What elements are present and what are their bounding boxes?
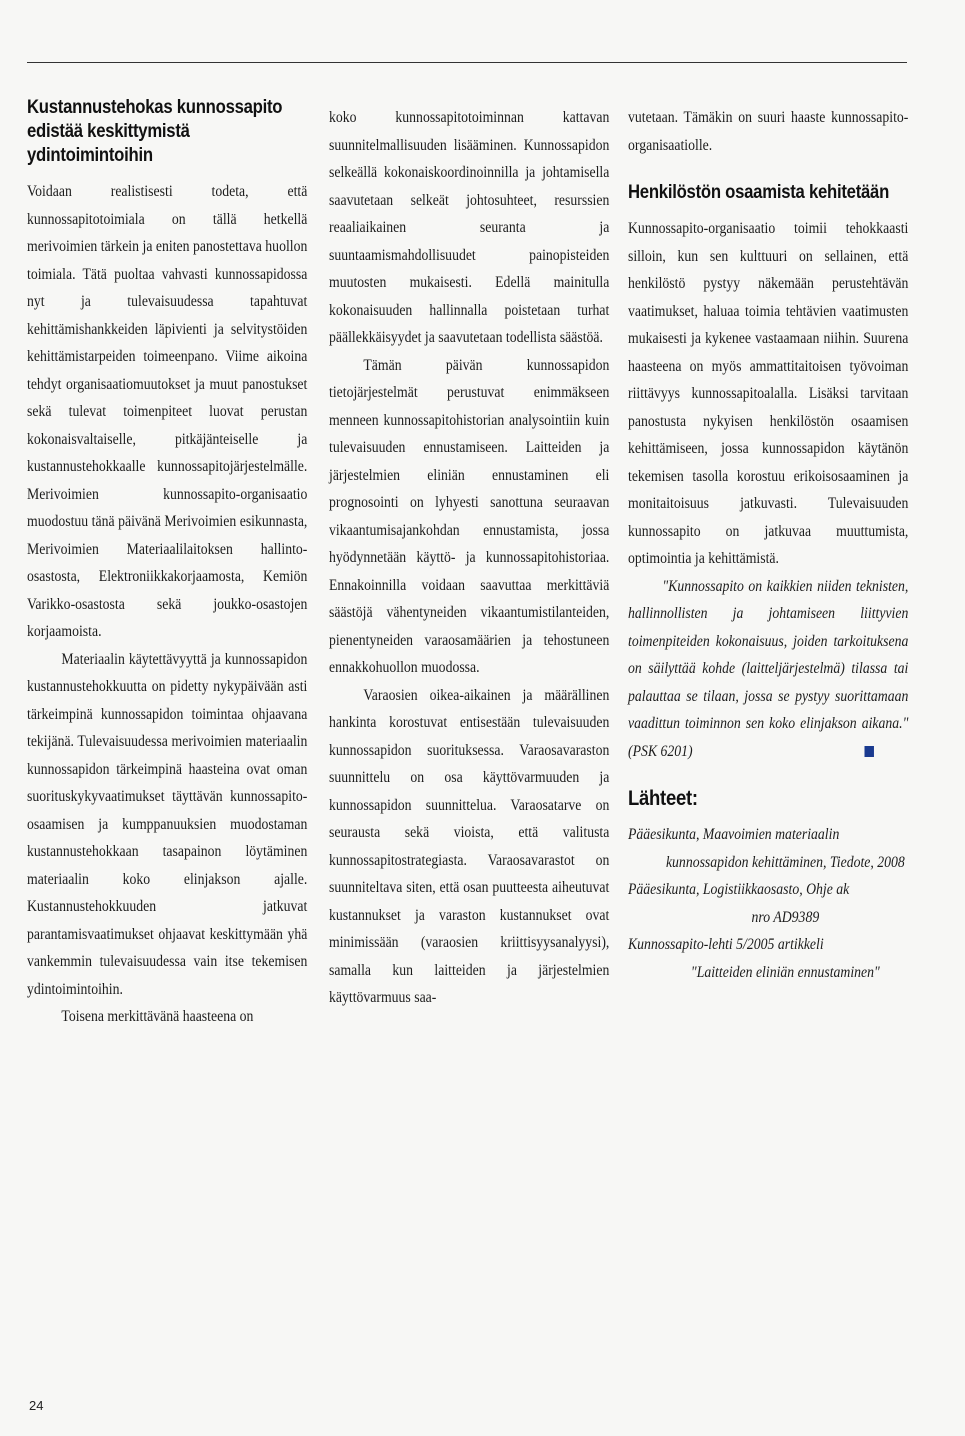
quote-text: "Kunnossapito on kaikkien niiden teknisten, hallinnollisten ja johtamiseen liittyvien toimenpiteiden kokonaisuus, joiden tarkoituksena on säilyttää kohde (laitteljärjestelmä) tilassa tai palauttaa se tilaan, jossa se pystyy suorittamaan vaadittun toiminnon sen koko elinjakson aikana." (PSK 6201) bbox=[628, 577, 909, 760]
source-item bbox=[628, 876, 908, 931]
paragraph: Tämän päivän kunnossapidon tietojärjestelmät perustuvat enimmäkseen menneen kunnossapitohistorian analysointiin kuin tulevaisuuden ennustamiseen. Laitteiden ja järjestelmien eliniän ennustaminen eli prognosointi on lyhyesti sanottuna seuraavan vikaantumisajankohdan ennustamista, jossa hyödynnetään käyttö- ja kunnossapitohistoriaa. Ennakoinnilla voidaan saavuttaa merkittäviä säästöjä vähentyneiden vikaantumistilanteiden, pienentyneiden varaosamäärien ja tehostuneen ennakkohuollon muodossa. bbox=[329, 356, 610, 676]
section-heading: Kustannustehokas kunnossapito edistää keskittymistä ydintoimintoihin bbox=[27, 97, 283, 166]
column-3 bbox=[628, 104, 908, 986]
page-number: 24 bbox=[29, 1398, 44, 1413]
top-rule bbox=[27, 62, 907, 63]
quote bbox=[628, 573, 908, 766]
source-item bbox=[628, 821, 908, 876]
sources-heading: Lähteet: bbox=[628, 787, 698, 810]
paragraph: vutetaan. Tämäkin on suuri haaste kunnossapito-organisaatiolle. bbox=[628, 109, 909, 154]
source-line: "Laitteiden eliniän ennustaminen" bbox=[690, 963, 880, 981]
source-item bbox=[628, 931, 908, 986]
end-mark-icon bbox=[865, 746, 874, 757]
paragraph: koko kunnossapitotoiminnan kattavan suunnitelmallisuuden lisääminen. Kunnossapidon selkeällä kokonaiskoordinoinnilla ja johtamisella saavutetaan selkeät johtosuhteet, resurssien reaaliaikainen seuranta ja suuntaamismahdollisuudet painopisteiden muutosten mukaisesti. Edellä mainitulla kokonaisuuden hallinnalla poistetaan turhat päällekkäisyydet ja saavutetaan todellista säästöä. bbox=[329, 109, 610, 346]
paragraph: Varaosien oikea-aikainen ja määrällinen hankinta korostuvat entisestään tulevaisuuden kunnossapidon suorituksessa. Varaosavaraston suunnittelu on osa käyttövarmuuden ja kunnossapidon suunnittelua. Varaosatarve on seurausta sekä vioista, että valitusta kunnossapitostrategiasta. Varaosavarastot on suunniteltava siten, että osan puutteesta aiheutuvat kustannukset ja varaston kustannukset ovat minimissään (varaosien kriittisyysanalyysi), samalla kun laitteiden ja järjestelmien käyttövarmuus saa- bbox=[329, 686, 610, 1006]
paragraph: Kunnossapito-organisaatio toimii tehokkaasti silloin, kun sen kulttuuri on sellainen, että henkilöstö pystyy näkemään perustehtävän vaatimukset, haluaa toimia tehtävien vaatimusten mukaisesti ja kykenee vastaamaan niihin. Suurena haasteena on myös ammattitaitoisen työvoiman riittävyys kunnossapitoalalla. Lisäksi tarvitaan panostusta nykyisen henkilöstön osaamisen kehittämiseen, jossa kunnossapidon käytänön tekemisen tasolla korostuu erikoisosaaminen ja monitaitoisuus jatkuvasti. Tulevaisuuden kunnossapito on jatkuvaa muuttumista, optimointia ja kehittämistä. bbox=[628, 220, 909, 567]
paragraph: Materiaalin käytettävyyttä ja kunnossapidon kustannustehokkuutta on pidetty nykypäivään asti tärkeimpinä kunnossapidon toimintaa ohjaavana tekijänä. Tulevaisuudessa merivoimien materiaalin kunnossapidon tärkeimpinä haasteina ovat oman suorituskykyvaatimukset täyttävän kunnossapito-osaamisen ja kumppanuuksien muodostaman kustannustehokkaan tasapainon löytäminen materiaalin koko elinjakson ajalle. Kustannustehokkuuden jatkuvat parantamisvaatimukset ohjaavat keskittymään yhä vankemmin tulevaisuudessa vain itse tekemisen ydintoimintoihin. bbox=[27, 650, 308, 998]
section-heading: Henkilöstön osaamista kehitetään bbox=[628, 182, 890, 203]
source-line: Pääesikunta, Maavoimien materiaalin bbox=[628, 826, 840, 843]
paragraph: Toisena merkittävänä haasteena on bbox=[61, 1008, 254, 1025]
source-line: kunnossapidon kehittäminen, Tiedote, 2008 bbox=[665, 853, 905, 871]
paragraph: Voidaan realistisesti todeta, että kunnossapitotoimiala on tällä hetkellä merivoimien tärkein ja eniten panostettava huollon toimiala. Tätä puoltaa vahvasti kunnossapidossa nyt ja tulevaisuudessa tapahtuvat kehittämishankkeiden läpivienti ja selvitystöiden kehittämistarpeiden toimeenpano. Viime aikoina tehdyt organisaatiomuutokset ja muut panostukset sekä tulevat toimenpiteet luovat perustan kokonaisvaltaiselle, pitkäjänteiselle ja kustannustehokkaalle kunnossapitojärjestelmälle. Merivoimien kunnossapito-organisaatio muodostuu tänä päivänä Merivoimien esikunnasta, Merivoimien Materiaalilaitoksen hallinto-osastosta, Elektroniikkakorjaamosta, Kemiön Varikko-osastosta sekä joukko-osastojen korjaamoista. bbox=[27, 183, 308, 640]
source-line: Kunnossapito-lehti 5/2005 artikkeli bbox=[628, 936, 824, 953]
column-2 bbox=[329, 104, 609, 1012]
source-line: Pääesikunta, Logistiikkaosasto, Ohje ak bbox=[628, 881, 850, 898]
column-1 bbox=[27, 96, 307, 1031]
source-line: nro AD9389 bbox=[751, 908, 820, 926]
